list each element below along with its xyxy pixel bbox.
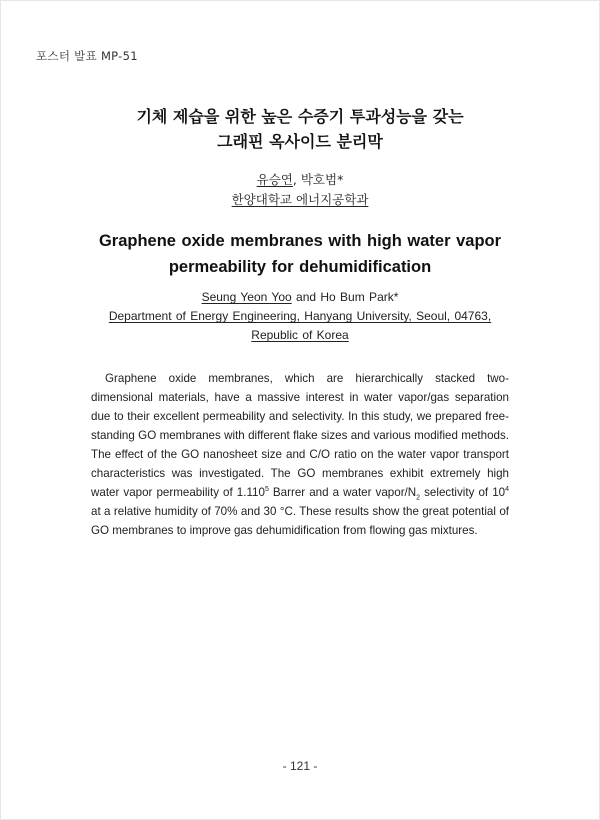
abstract-superscript-1: 5 [264, 486, 269, 494]
english-affiliation-text-2: Republic of Korea [251, 328, 349, 342]
english-authors [0, 288, 600, 307]
english-title [0, 228, 600, 280]
abstract-part-1: Graphene oxide membranes, which are hierarchically stacked two-dimensional materials, have a massive interest in water vapor/gas separation due to their excellent permeability and selectivity. In this study, we prepared free-standing GO membranes with different flake sizes and various modified methods. The effect of the GO nanosheet size and C/O ratio on the water vapor transport characteristics was investigated. The GO membranes exhibit extremely high water vapor permeability of 1.110 [91, 372, 509, 499]
session-label: 포스터 발표 MP-51 [36, 49, 138, 63]
abstract-part-2: Barrer and a water vapor/N [268, 486, 417, 499]
korean-affiliation-text: 한양대학교 에너지공학과 [231, 192, 369, 207]
korean-title-line-2: 그래핀 옥사이드 분리막 [217, 132, 383, 151]
abstract-part-3: selectivity of 10 [420, 486, 506, 499]
korean-author-2: 박호범* [300, 172, 344, 187]
english-author-1: Seung Yeon Yoo [201, 290, 292, 304]
english-affiliation-text-1: Department of Energy Engineering, Hanyang University, Seoul, 04763, [108, 309, 492, 323]
english-affiliation-line-1 [0, 307, 600, 326]
abstract-superscript-2: 4 [505, 486, 509, 494]
korean-authors-block [0, 170, 600, 210]
korean-author-separator: , [292, 172, 301, 187]
abstract-part-4: at a relative humidity of 70% and 30 °C. These results show the great potential of GO membranes to improve gas dehumidification from flowing gas mixtures. [91, 505, 509, 537]
english-authors-block [0, 288, 600, 345]
korean-title [0, 104, 600, 154]
abstract-paragraph [91, 369, 509, 540]
english-title-line-2: permeability for dehumidification [168, 258, 432, 276]
english-author-joiner: and Ho Bum Park* [291, 290, 399, 304]
korean-authors [0, 170, 600, 190]
abstract-subscript-1: 2 [416, 494, 421, 502]
korean-title-line-1: 기체 제습을 위한 높은 수증기 투과성능을 갖는 [136, 107, 464, 126]
page-number: - 121 - [282, 759, 318, 773]
korean-author-1: 유승연 [256, 172, 293, 187]
english-affiliation-line-2 [0, 326, 600, 345]
korean-affiliation [0, 190, 600, 210]
english-title-line-1: Graphene oxide membranes with high water vapor [98, 232, 502, 250]
